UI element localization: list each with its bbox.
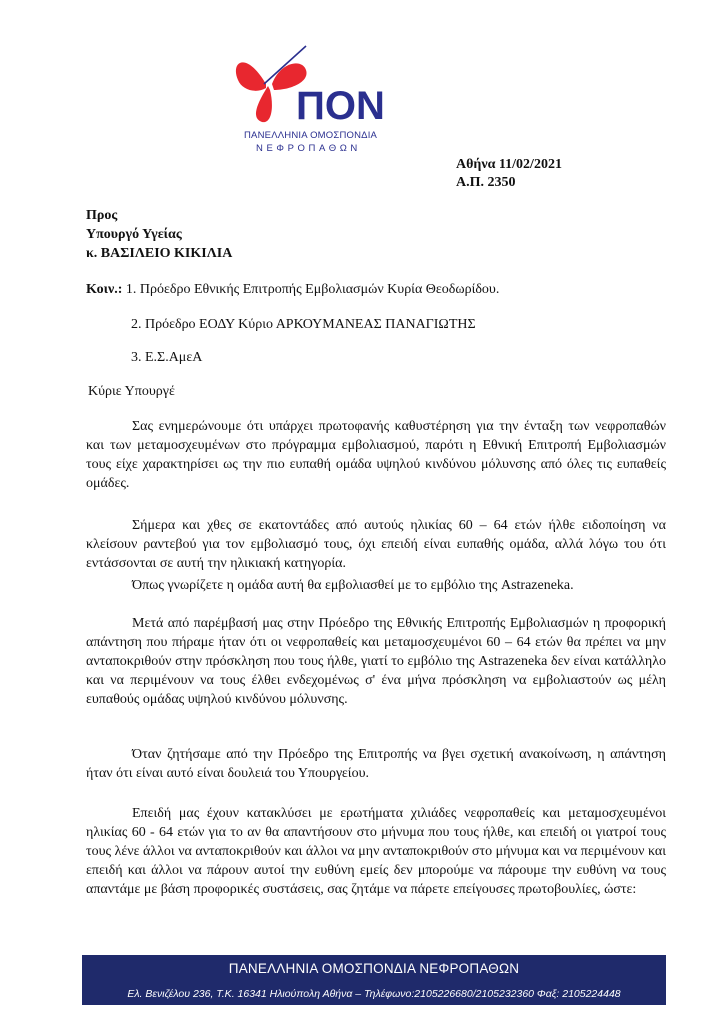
federation-logo	[228, 40, 408, 155]
body-paragraph-1: Σας ενημερώνουμε ότι υπάρχει πρωτοφανής καθυστέρηση για την ένταξη των νεφροπαθών και των μεταμοσχευμένων στο πρόγραμμα εμβολιασμού, παρότι η Εθνική Επιτροπή Εμβολιασμών τους είχε χαρακτηρίσει ως την πιο ευπαθή ομάδα υψηλού κινδύνου μόλυνσης από όλες τις ευπαθείς ομάδες.	[86, 419, 666, 491]
cc-label: Κοιν.:	[86, 282, 123, 297]
body-paragraph-6: Επειδή μας έχουν κατακλύσει με ερωτήματα χιλιάδες νεφροπαθείς και μεταμοσχευμένοι ηλικίας 60 - 64 ετών για το αν θα απαντήσουν στο μήνυμα που τους ήλθε, και επειδή οι γιατροί τους τους λένε άλλοι να ανταποκριθούν και άλλοι να μην ανταποκριθούν στο μήνυμα και να περιμένουν και επειδή και άλλοι να πάρουν αυτοί την ευθύνη εμείς δεν μπορούμε να πάρουμε την ευθύνη να τους απαντάμε με βάση προφορικές συστάσεις, σας ζητάμε να πάρετε επείγουσες πρωτοβουλίες, ώστε:	[86, 806, 666, 897]
body-paragraph-2: Σήμερα και χθες σε εκατοντάδες από αυτούς ηλικίας 60 – 64 ετών ήλθε ειδοποίηση να κλείσουν ραντεβού για τον εμβολιασμό τους, όχι επειδή είναι ευπαθής ομάδα, αλλά λόγω του ότι εντάσσονται σε αυτή την ηλικιακή κατηγορία.	[86, 518, 666, 571]
cc-item-1: 1. Πρόεδρο Εθνικής Επιτροπής Εμβολιασμών Κυρία Θεοδωρίδου.	[125, 282, 500, 297]
recipient-block	[86, 206, 232, 263]
footer-address: Ελ. Βενιζέλου 236, Τ.Κ. 16341 Ηλιούπολη Αθήνα – Τηλέφωνο:2105226680/2105232360 Φαξ: 2105224448	[82, 983, 666, 1005]
logo-org-name-line1: ΠΑΝΕΛΛΗΝΙΑ ΟΜΟΣΠΟΝΔΙΑ	[244, 130, 378, 141]
date-block	[456, 156, 562, 192]
cc-item-3: 3. Ε.Σ.ΑμεΑ	[131, 350, 203, 365]
protocol-number: Α.Π. 2350	[456, 175, 516, 190]
logo-wordmark: ΠΟΝ	[296, 84, 385, 128]
salutation: Κύριε Υπουργέ	[88, 384, 175, 399]
cc-line-1	[86, 281, 499, 299]
letter-date: Αθήνα 11/02/2021	[456, 157, 562, 172]
recipient-ministry: Υπουργό Υγείας	[86, 227, 182, 242]
recipient-name: κ. ΒΑΣΙΛΕΙΟ ΚΙΚΙΛΙΑ	[86, 246, 233, 261]
logo-org-name-line2: ΝΕΦΡΟΠΑΘΩΝ	[256, 143, 361, 154]
recipient-to-label: Προς	[86, 208, 118, 223]
cc-item-2: 2. Πρόεδρο ΕΟΔΥ Κύριο ΑΡΚΟΥΜΑΝΕΑΣ ΠΑΝΑΓΙΩΤΗΣ	[131, 317, 476, 332]
body-paragraph-5: Όταν ζητήσαμε από την Πρόεδρο της Επιτροπής να βγει σχετική ανακοίνωση, η απάντηση ήταν ότι είναι αυτό είναι δουλειά του Υπουργείου.	[86, 747, 666, 781]
footer-org-bar: ΠΑΝΕΛΛΗΝΙΑ ΟΜΟΣΠΟΝΔΙΑ ΝΕΦΡΟΠΑΘΩΝ	[82, 955, 666, 983]
body-paragraph-4: Μετά από παρέμβασή μας στην Πρόεδρο της Εθνικής Επιτροπής Εμβολιασμών η προφορική απάντηση που πήραμε ήταν ότι οι νεφροπαθείς και μεταμοσχευμένοι 60 – 64 ετών θα πρέπει να μην ανταποκριθούν στην πρόσκληση που τους ήλθε, γιατί το εμβόλιο της Astrazeneka δεν είναι κατάλληλο και να περιμένουν να τους έλθει ενδεχομένως σ' ένα μήνα πρόσκληση να εμβολιαστούν ως μέλη ευπαθούς ομάδας υψηλού κινδύνου μόλυνσης.	[86, 616, 666, 707]
body-paragraph-3: Όπως γνωρίζετε η ομάδα αυτή θα εμβολιασθεί με το εμβόλιο της Astrazeneka.	[132, 578, 574, 593]
